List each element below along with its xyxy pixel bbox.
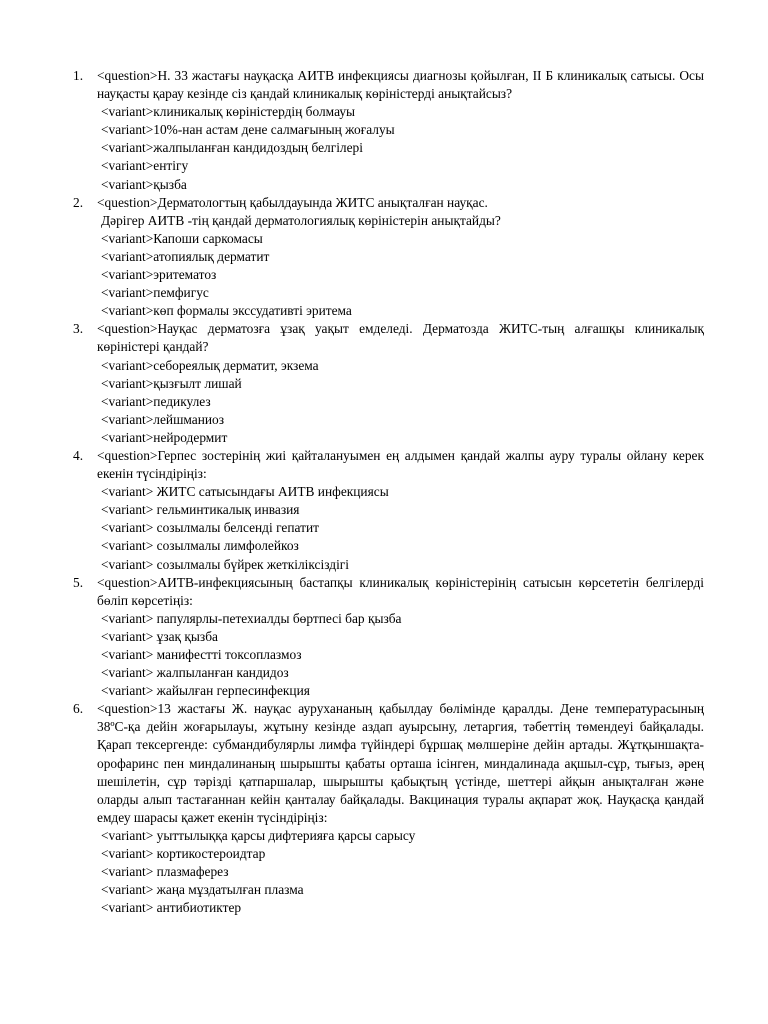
question-number: 6. <box>73 701 84 717</box>
question-item <box>0 447 768 574</box>
variant-option: <variant>қызба <box>101 176 187 192</box>
variant-option: <variant>көп формалы экссудативті эритема <box>101 303 352 319</box>
variant-option: <variant> созылмалы бүйрек жеткіліксіздігі <box>101 556 350 572</box>
variant-option: <variant> кортикостероидтар <box>101 846 266 862</box>
variant-option: <variant>атопиялық дерматит <box>101 248 270 264</box>
question-number: 4. <box>73 447 84 463</box>
question-text: <question>Науқас дерматозға ұзақ уақыт емделеді. Дерматозда ЖИТС-тың алғашқы клиникалық көріністері қандай? <box>97 321 704 355</box>
variant-option: <variant> плазмаферез <box>101 864 229 880</box>
question-item <box>0 67 768 194</box>
question-text: <question>Дерматологтың қабылдауында ЖИТС анықталған науқас. <box>97 194 488 210</box>
question-text-continuation: Дәрігер АИТВ -тің қандай дерматологиялық көріністерін анықтайды? <box>101 212 501 228</box>
question-item <box>0 700 768 917</box>
variant-option: <variant>пемфигус <box>101 285 209 301</box>
question-item <box>0 194 768 321</box>
question-text: <question>АИТВ-инфекциясының бастапқы клиникалық көріністерінің сатысын көрсететін белгілерді бөліп көрсетіңіз: <box>97 574 704 608</box>
question-number: 3. <box>73 321 84 337</box>
variant-option: <variant>себореялық дерматит, экзема <box>101 357 319 373</box>
variant-option: <variant>лейшманиоз <box>101 411 225 427</box>
variant-option: <variant> жаңа мұздатылған плазма <box>101 882 304 898</box>
question-number: 5. <box>73 574 84 590</box>
variant-option: <variant>жалпыланған кандидоздың белгілері <box>101 140 363 156</box>
question-text: <question>13 жастағы Ж. науқас аурухананың қабылдау бөлімінде қаралды. Дене температурасының 38ºС-қа дейін жоғарылауы, жұтыну кезінде аздап ауырсыну, летаргия, тәбеттің төмендеуі байқалады. Қарап тексергенде: субмандибулярлы лимфа түйіндері бұршақ мөлшеріне дейін артады. Жұтқыншақта-орофаринс пен миндалинаның шырышты қабаты орташа ісінген, миндалинада ақшыл-сұр, тығыз, әрең шешілетін, сұр тәрізді қатпаршалар, шырышты қабықтың үстінде, шеттері айқын анықталған және оларды алып тастағаннан кейін қанталау байқалады. Вакцинация туралы ақпарат жоқ. Науқасқа қандай емдеу шарасы қажет екенін түсіндіріңіз: <box>97 701 704 825</box>
variant-option: <variant> гельминтикалық инвазия <box>101 502 300 518</box>
variant-option: <variant>педикулез <box>101 393 211 409</box>
variant-option: <variant>10%-нан астам дене салмағының жоғалуы <box>101 122 395 138</box>
variant-option: <variant> ЖИТС сатысындағы АИТВ инфекциясы <box>101 484 389 500</box>
variant-option: <variant> созылмалы белсенді гепатит <box>101 520 319 536</box>
variant-option: <variant> жалпыланған кандидоз <box>101 665 289 681</box>
variant-option: <variant>ентігу <box>101 158 189 174</box>
variant-option: <variant>эритематоз <box>101 267 217 283</box>
document-page <box>0 67 768 917</box>
question-item <box>0 320 768 447</box>
variant-option: <variant> созылмалы лимфолейкоз <box>101 538 299 554</box>
question-number: 1. <box>73 68 84 83</box>
variant-option: <variant> папулярлы-петехиалды бөртпесі бар қызба <box>101 610 402 626</box>
variant-option: <variant> ұзақ қызба <box>101 628 218 644</box>
variant-option: <variant>нейродермит <box>101 429 228 445</box>
variant-option: <variant>клиникалық көріністердің болмауы <box>101 104 356 120</box>
question-text: <question>Н. 33 жастағы науқасқа АИТВ инфекциясы диагнозы қойылған, ІІ Б клиникалық сатысы. Осы науқасты қарау кезінде сіз қандай клиникалық көріністерді анықтайсыз? <box>97 68 704 102</box>
variant-option: <variant> антибиотиктер <box>101 900 242 916</box>
question-text: <question>Герпес зостерінің жиі қайталануымен ең алдымен қандай жалпы ауру туралы ойлану керек екенін түсіндіріңіз: <box>97 447 704 482</box>
variant-option: <variant> жайылған герпесинфекция <box>101 683 310 699</box>
variant-option: <variant>қызғылт лишай <box>101 375 242 391</box>
question-number: 2. <box>73 194 84 210</box>
variant-option: <variant>Капоши саркомасы <box>101 230 263 246</box>
variant-option: <variant> манифестті токсоплазмоз <box>101 647 302 662</box>
question-item <box>0 574 768 701</box>
variant-option: <variant> уыттылыққа қарсы дифтерияға қарсы сарысу <box>101 827 416 843</box>
